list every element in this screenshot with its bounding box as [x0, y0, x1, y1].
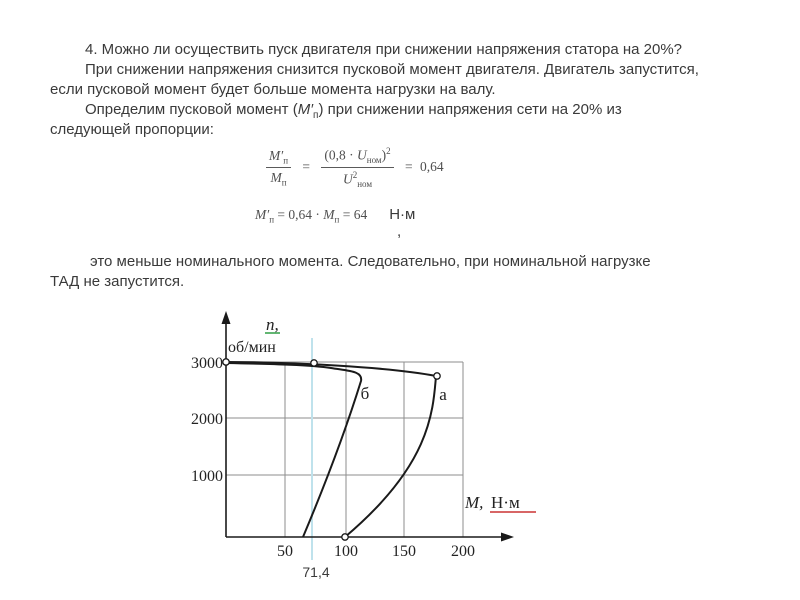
- curve-b-label: б: [360, 384, 370, 403]
- voltage-open: (0,8 ·: [324, 147, 358, 163]
- fraction-voltages-numerator: [321, 146, 393, 168]
- result-m-nominal-sub: п: [334, 214, 340, 225]
- result-mid: = 0,64 ·: [274, 207, 324, 222]
- y-axis-arrow-icon: [222, 311, 231, 324]
- curve-b: [226, 363, 361, 537]
- marker-start-torque-a: [342, 534, 348, 540]
- equals-sign-2: =: [405, 158, 413, 174]
- chart-markers: [223, 359, 440, 540]
- y-axis-title-unit: об/мин: [228, 339, 276, 356]
- voltage-squared: 2: [386, 146, 391, 156]
- equals-sign-1: =: [302, 158, 311, 174]
- y-tick-2000: 2000: [191, 411, 223, 428]
- fraction-voltages: [321, 146, 393, 189]
- result-m-prime: M′: [255, 207, 270, 222]
- u-sub-nom: ном: [366, 155, 382, 166]
- paragraph-define-line2: следующей пропорции:: [50, 121, 214, 138]
- conclusion-line2: ТАД не запустится.: [50, 273, 185, 290]
- proportion-result: 0,64: [420, 158, 444, 174]
- m-prime: M′: [269, 147, 284, 163]
- m-nominal: M: [270, 170, 282, 186]
- marker-operating-point: [311, 360, 317, 366]
- x-tick-50: 50: [277, 543, 293, 560]
- fraction-moments-numerator: [266, 148, 291, 169]
- moment-symbol: M′: [297, 101, 314, 118]
- define-suffix: ) при снижении напряжения сети на 20% из: [318, 101, 622, 118]
- result-m-nominal: M: [323, 207, 335, 222]
- y-axis-title-symbol: n,: [266, 315, 279, 334]
- rated-load-value-label: 71,4: [302, 564, 330, 580]
- m-nominal-sub: п: [281, 177, 287, 188]
- formula-trailing-comma: ,: [397, 223, 402, 240]
- x-axis-title-unit: Н·м: [491, 493, 520, 512]
- curve-a-lower: [345, 376, 436, 537]
- result-unit: Н·м: [389, 206, 416, 223]
- x-tick-100: 100: [334, 543, 358, 560]
- y-tick-3000: 3000: [191, 355, 223, 372]
- u-symbol: U: [357, 147, 367, 163]
- fraction-moments: [266, 148, 291, 188]
- torque-speed-chart: [180, 300, 540, 600]
- marker-sync-point: [223, 359, 229, 365]
- fraction-voltages-denominator: [321, 168, 393, 189]
- x-axis-title-symbol: M,: [465, 493, 484, 512]
- paragraph-answer-line1: При снижении напряжения снизится пусковой момент двигателя. Двигатель запустится,: [85, 61, 699, 78]
- x-tick-150: 150: [392, 543, 416, 560]
- moment-symbol-subscript: п: [313, 110, 319, 121]
- u-sub-nom-den: ном: [357, 179, 373, 190]
- formula-result: [255, 206, 415, 225]
- u-squared-den: 2: [352, 170, 358, 181]
- chart-grid: [226, 362, 463, 537]
- fraction-moments-denominator: [266, 168, 291, 188]
- voltage-close: ): [381, 147, 387, 163]
- marker-max-torque-a: [434, 373, 440, 379]
- u-symbol-den: U: [342, 171, 353, 187]
- paragraph-question: 4. Можно ли осуществить пуск двигателя при снижении напряжения статора на 20%?: [85, 41, 682, 58]
- result-m-prime-sub: п: [269, 214, 275, 225]
- x-axis-arrow-icon: [501, 533, 514, 542]
- paragraph-answer-line2: если пусковой момент будет больше момента нагрузки на валу.: [50, 81, 496, 98]
- result-value: = 64: [339, 207, 368, 222]
- y-tick-1000: 1000: [191, 468, 223, 485]
- formula-proportion: [262, 146, 444, 189]
- curve-a-label: а: [439, 385, 447, 404]
- m-prime-sub: п: [283, 155, 289, 166]
- define-prefix: Определим пусковой момент (: [85, 101, 298, 118]
- x-tick-200: 200: [451, 543, 475, 560]
- conclusion-line1: это меньше номинального момента. Следовательно, при номинальной нагрузке: [90, 253, 651, 270]
